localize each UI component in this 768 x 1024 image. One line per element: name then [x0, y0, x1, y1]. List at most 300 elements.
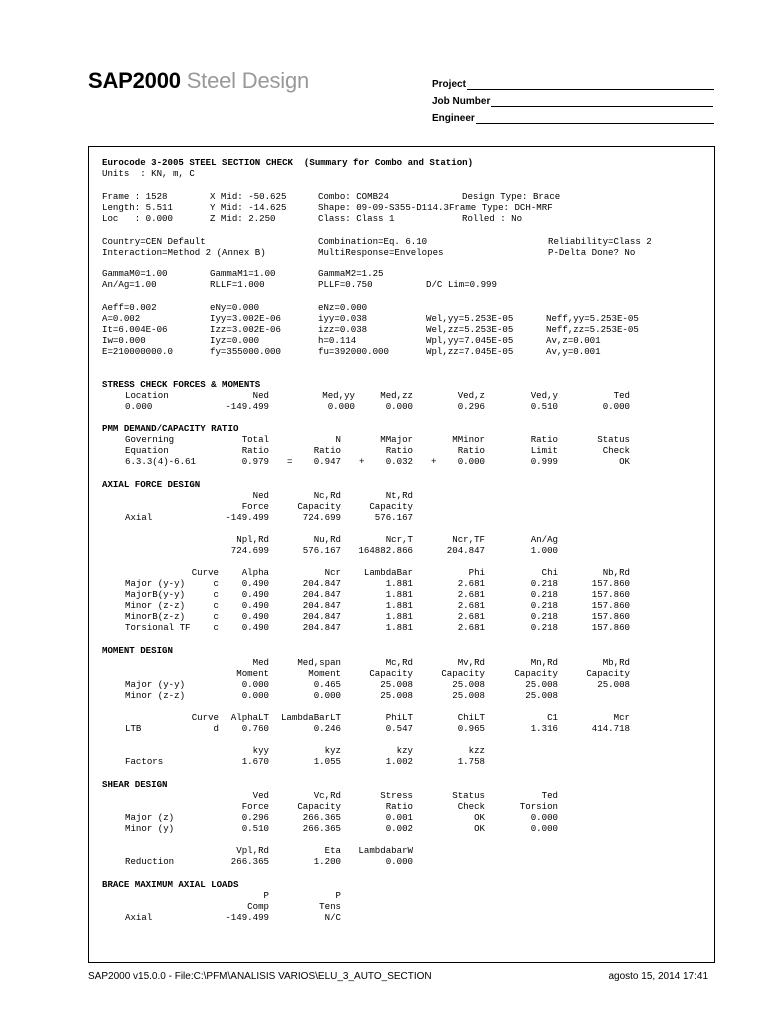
report-cell: Rolled : No	[462, 213, 523, 224]
footer-file-info: SAP2000 v15.0.0 - File:C:\PFM\ANALISIS VARIOS\ELU_3_AUTO_SECTION	[88, 971, 432, 982]
report-cell: iyy=0.038	[318, 313, 368, 324]
report-row	[89, 302, 714, 314]
report-cell: 164882.866	[358, 545, 413, 556]
report-cell: Ncr	[324, 567, 341, 578]
report-cell: 0.218	[530, 622, 558, 633]
report-cell: MinorB(z-z)	[125, 611, 186, 622]
report-cell: Ved	[252, 790, 269, 801]
report-cell: Ratio	[530, 434, 558, 445]
report-cell: izz=0.038	[318, 324, 368, 335]
report-subtitle: Steel Design	[186, 68, 310, 93]
report-cell: Ncr,TF	[452, 534, 485, 545]
report-cell: 1.200	[313, 856, 341, 867]
report-cell: Major (z)	[125, 812, 175, 823]
report-cell: Ratio	[385, 801, 413, 812]
report-row	[89, 845, 714, 857]
report-cell: Wpl,zz=7.045E-05	[426, 346, 514, 357]
report-cell: c	[213, 611, 219, 622]
report-cell: GammaM1=1.00	[210, 268, 276, 279]
report-cell: Ned	[252, 490, 269, 501]
report-cell: Interaction=Method 2 (Annex B)	[102, 247, 266, 258]
engineer-label: Engineer	[432, 113, 475, 124]
report-cell: 724.699	[302, 512, 341, 523]
report-cell: Frame : 1528	[102, 191, 168, 202]
report-cell: 576.167	[374, 512, 413, 523]
report-cell: 1.881	[385, 611, 413, 622]
section-heading: SHEAR DESIGN	[102, 779, 168, 790]
project-label: Project	[432, 79, 466, 90]
report-cell: 25.008	[380, 690, 413, 701]
report-cell: 0.002	[385, 823, 413, 834]
report-cell: 0.490	[241, 600, 269, 611]
report-row	[89, 279, 714, 291]
report-cell: PLLF=0.750	[318, 279, 373, 290]
report-cell: 0.000	[313, 690, 341, 701]
report-cell: 0.760	[241, 723, 269, 734]
report-cell: eNy=0.000	[210, 302, 260, 313]
report-cell: 0.000	[241, 690, 269, 701]
section-heading: STRESS CHECK FORCES & MOMENTS	[102, 379, 261, 390]
report-row	[89, 157, 714, 169]
report-cell: Major (y-y)	[125, 679, 186, 690]
report-row	[89, 247, 714, 259]
report-cell: 414.718	[591, 723, 630, 734]
report-cell: 204.847	[302, 589, 341, 600]
report-cell: 0.000	[241, 679, 269, 690]
report-row	[89, 236, 714, 248]
report-cell: 0.000	[530, 812, 558, 823]
report-cell: c	[213, 600, 219, 611]
report-cell: 0.999	[530, 456, 558, 467]
report-row	[89, 379, 714, 391]
report-cell: Vpl,Rd	[236, 845, 269, 856]
report-cell: 2.681	[457, 611, 485, 622]
report-cell: Iw=0.000	[102, 335, 146, 346]
report-row	[89, 589, 714, 601]
report-row	[89, 501, 714, 513]
report-cell: 266.365	[302, 812, 341, 823]
report-cell: Nt,Rd	[385, 490, 413, 501]
report-cell: Aeff=0.002	[102, 302, 157, 313]
report-cell: 25.008	[525, 690, 558, 701]
report-cell: 0.218	[530, 578, 558, 589]
report-cell: -149.499	[225, 401, 269, 412]
report-row	[89, 657, 714, 669]
report-cell: 0.000	[125, 401, 153, 412]
report-cell: Capacity	[441, 668, 485, 679]
report-cell: 157.860	[591, 622, 630, 633]
report-row	[89, 445, 714, 457]
report-cell: Loc : 0.000	[102, 213, 173, 224]
report-cell: Av,z=0.001	[546, 335, 601, 346]
report-row	[89, 679, 714, 691]
report-cell: Med,span	[297, 657, 341, 668]
report-cell: 0.490	[241, 589, 269, 600]
report-cell: 204.847	[302, 600, 341, 611]
report-cell: Force	[241, 501, 269, 512]
report-cell: Units : KN, m, C	[102, 168, 195, 179]
report-cell: Factors	[125, 756, 164, 767]
report-row	[89, 168, 714, 180]
report-cell: =	[287, 456, 293, 467]
report-cell: 0.001	[385, 812, 413, 823]
report-cell: Eta	[324, 845, 341, 856]
report-cell: 204.847	[302, 611, 341, 622]
report-cell: Ned	[252, 390, 269, 401]
report-cell: 2.681	[457, 600, 485, 611]
report-cell: Z Mid: 2.250	[210, 213, 276, 224]
report-cell: Av,y=0.001	[546, 346, 601, 357]
report-cell: Check	[602, 445, 630, 456]
report-row	[89, 545, 714, 557]
report-cell: Check	[457, 801, 485, 812]
report-cell: 6.3.3(4)-6.61	[125, 456, 196, 467]
report-cell: Mv,Rd	[457, 657, 485, 668]
report-row	[89, 390, 714, 402]
report-cell: Total	[241, 434, 269, 445]
report-cell: X Mid: -50.625	[210, 191, 287, 202]
report-row	[89, 213, 714, 225]
report-row	[89, 756, 714, 768]
section-heading: PMM DEMAND/CAPACITY RATIO	[102, 423, 239, 434]
section-heading: AXIAL FORCE DESIGN	[102, 479, 201, 490]
report-cell: 0.000	[385, 856, 413, 867]
report-cell: Med,yy	[322, 390, 355, 401]
report-cell: Minor (z-z)	[125, 600, 186, 611]
report-cell: Torsional TF	[125, 622, 191, 633]
report-cell: Ncr,T	[385, 534, 413, 545]
report-cell: A=0.002	[102, 313, 141, 324]
report-row	[89, 479, 714, 491]
report-row	[89, 712, 714, 724]
report-cell: 1.000	[530, 545, 558, 556]
report-cell: Ratio	[457, 445, 485, 456]
job-number-value	[491, 96, 713, 107]
report-cell: 25.008	[597, 679, 630, 690]
report-cell: Capacity	[297, 501, 341, 512]
report-row	[89, 268, 714, 280]
report-cell: kzz	[468, 745, 485, 756]
report-cell: eNz=0.000	[318, 302, 368, 313]
report-cell: 157.860	[591, 589, 630, 600]
report-cell: Capacity	[369, 668, 413, 679]
report-cell: Combination=Eq. 6.10	[318, 236, 428, 247]
report-cell: 25.008	[380, 679, 413, 690]
report-cell: Capacity	[297, 801, 341, 812]
report-row	[89, 578, 714, 590]
report-cell: ChiLT	[457, 712, 485, 723]
report-cell: Torsion	[519, 801, 558, 812]
section-heading: BRACE MAXIMUM AXIAL LOADS	[102, 879, 239, 890]
report-row	[89, 823, 714, 835]
report-row	[89, 423, 714, 435]
report-cell: 2.681	[457, 622, 485, 633]
report-cell: 0.000	[327, 401, 355, 412]
report-cell: Combo: COMB24	[318, 191, 389, 202]
report-cell: LambdabarW	[358, 845, 413, 856]
app-name: SAP2000	[88, 68, 181, 93]
engineer-value	[476, 113, 714, 124]
report-row	[89, 912, 714, 924]
report-cell: Axial	[125, 912, 153, 923]
report-cell: 0.465	[313, 679, 341, 690]
report-row	[89, 779, 714, 791]
report-cell: Reliability=Class 2	[548, 236, 652, 247]
report-cell: P-Delta Done? No	[548, 247, 636, 258]
report-cell: Curve	[191, 712, 219, 723]
report-row	[89, 790, 714, 802]
report-cell: OK	[474, 812, 485, 823]
report-cell: Major (y-y)	[125, 578, 186, 589]
report-cell: Mcr	[613, 712, 630, 723]
report-cell: An/Ag	[530, 534, 558, 545]
report-cell: N	[335, 434, 341, 445]
report-cell: Country=CEN Default	[102, 236, 206, 247]
report-cell: kyy	[252, 745, 269, 756]
report-cell: 1.881	[385, 578, 413, 589]
report-cell: 157.860	[591, 600, 630, 611]
report-cell: Ratio	[385, 445, 413, 456]
report-cell: MajorB(y-y)	[125, 589, 186, 600]
report-cell: Wel,zz=5.253E-05	[426, 324, 514, 335]
report-cell: fu=392000.000	[318, 346, 389, 357]
report-cell: An/Ag=1.00	[102, 279, 157, 290]
report-cell: 0.246	[313, 723, 341, 734]
engineer-field	[432, 113, 714, 124]
report-cell: E=210000000.0	[102, 346, 173, 357]
report-cell: GammaM0=1.00	[102, 268, 168, 279]
report-cell: +	[359, 456, 365, 467]
report-cell: Phi	[468, 567, 485, 578]
report-cell: 0.490	[241, 578, 269, 589]
report-cell: Alpha	[241, 567, 269, 578]
report-cell: PhiLT	[385, 712, 413, 723]
report-cell: Tens	[319, 901, 341, 912]
report-cell: kzy	[396, 745, 413, 756]
report-row	[89, 346, 714, 358]
report-cell: AlphaLT	[230, 712, 269, 723]
report-cell: 0.218	[530, 600, 558, 611]
report-cell: 266.365	[302, 823, 341, 834]
report-row	[89, 690, 714, 702]
report-cell: 204.847	[446, 545, 485, 556]
report-cell: 157.860	[591, 578, 630, 589]
report-body	[89, 147, 714, 962]
report-cell: Mb,Rd	[602, 657, 630, 668]
report-cell: RLLF=1.000	[210, 279, 265, 290]
report-cell: Izz=3.002E-06	[210, 324, 281, 335]
report-cell: Ved,y	[530, 390, 558, 401]
report-cell: 1.055	[313, 756, 341, 767]
report-cell: 724.699	[230, 545, 269, 556]
report-cell: +	[431, 456, 437, 467]
report-cell: 576.167	[302, 545, 341, 556]
report-cell: P	[263, 890, 269, 901]
report-cell: 1.316	[530, 723, 558, 734]
report-cell: Iyz=0.000	[210, 335, 260, 346]
report-cell: 0.947	[313, 456, 341, 467]
report-row	[89, 434, 714, 446]
report-cell: 204.847	[302, 622, 341, 633]
report-cell: Chi	[541, 567, 558, 578]
report-cell: 2.681	[457, 578, 485, 589]
report-cell: 1.670	[241, 756, 269, 767]
report-row	[89, 534, 714, 546]
report-row	[89, 512, 714, 524]
report-row	[89, 202, 714, 214]
report-cell: Npl,Rd	[236, 534, 269, 545]
section-heading: MOMENT DESIGN	[102, 645, 173, 656]
report-cell: h=0.114	[318, 335, 357, 346]
report-cell: -149.499	[225, 512, 269, 523]
report-cell: 0.000	[385, 401, 413, 412]
report-row	[89, 600, 714, 612]
report-cell: Capacity	[369, 501, 413, 512]
report-cell: 266.365	[230, 856, 269, 867]
report-cell: Length: 5.511	[102, 202, 173, 213]
report-frame	[88, 146, 715, 963]
report-row	[89, 401, 714, 413]
report-cell: MMinor	[452, 434, 485, 445]
report-cell: Class: Class 1	[318, 213, 395, 224]
report-cell: Nb,Rd	[602, 567, 630, 578]
report-cell: Equation	[125, 445, 169, 456]
report-cell: LambdaBar	[363, 567, 413, 578]
report-cell: Governing	[125, 434, 175, 445]
report-cell: Neff,yy=5.253E-05	[546, 313, 639, 324]
report-cell: C1	[547, 712, 558, 723]
report-cell: 0.296	[457, 401, 485, 412]
report-cell: 2.681	[457, 589, 485, 600]
report-row	[89, 645, 714, 657]
report-cell: 1.758	[457, 756, 485, 767]
report-cell: Status	[597, 434, 630, 445]
report-cell: kyz	[324, 745, 341, 756]
report-cell: 0.490	[241, 611, 269, 622]
report-row	[89, 622, 714, 634]
report-cell: 0.510	[241, 823, 269, 834]
report-cell: d	[213, 723, 219, 734]
report-cell: Shape: 09-09-S355-D114.3Frame Type: DCH-MRF	[318, 202, 553, 213]
report-cell: It=6.004E-06	[102, 324, 168, 335]
report-cell: 0.547	[385, 723, 413, 734]
report-cell: LambdaBarLT	[280, 712, 341, 723]
report-cell: Wel,yy=5.253E-05	[426, 313, 514, 324]
section-heading: Eurocode 3-2005 STEEL SECTION CHECK (Summary for Combo and Station)	[102, 157, 474, 168]
report-cell: Limit	[530, 445, 558, 456]
report-cell: Curve	[191, 567, 219, 578]
report-cell: OK	[619, 456, 630, 467]
report-cell: 25.008	[452, 679, 485, 690]
report-cell: Force	[241, 801, 269, 812]
report-cell: MMajor	[380, 434, 413, 445]
report-cell: Moment	[236, 668, 269, 679]
report-cell: Moment	[308, 668, 341, 679]
report-row	[89, 324, 714, 336]
report-cell: 25.008	[525, 679, 558, 690]
report-cell: Neff,zz=5.253E-05	[546, 324, 639, 335]
report-cell: Reduction	[125, 856, 175, 867]
report-cell: Location	[125, 390, 169, 401]
report-cell: 157.860	[591, 611, 630, 622]
report-cell: c	[213, 578, 219, 589]
report-cell: OK	[474, 823, 485, 834]
report-row	[89, 856, 714, 868]
report-row	[89, 456, 714, 468]
report-cell: Y Mid: -14.625	[210, 202, 287, 213]
report-cell: N/C	[324, 912, 341, 923]
report-row	[89, 723, 714, 735]
report-cell: Wpl,yy=7.045E-05	[426, 335, 514, 346]
report-row	[89, 490, 714, 502]
report-row	[89, 801, 714, 813]
report-cell: Ved,z	[457, 390, 485, 401]
report-cell: Axial	[125, 512, 153, 523]
report-row	[89, 191, 714, 203]
report-cell: 1.881	[385, 600, 413, 611]
report-cell: Med,zz	[380, 390, 413, 401]
report-cell: fy=355000.000	[210, 346, 281, 357]
report-cell: GammaM2=1.25	[318, 268, 384, 279]
report-cell: Minor (z-z)	[125, 690, 186, 701]
report-cell: Mn,Rd	[530, 657, 558, 668]
report-cell: 0.490	[241, 622, 269, 633]
report-cell: Design Type: Brace	[462, 191, 561, 202]
report-cell: Status	[452, 790, 485, 801]
report-row	[89, 668, 714, 680]
report-cell: D/C Lim=0.999	[426, 279, 497, 290]
report-cell: Ratio	[313, 445, 341, 456]
report-cell: 0.979	[241, 456, 269, 467]
report-cell: 0.000	[602, 401, 630, 412]
report-cell: MultiResponse=Envelopes	[318, 247, 444, 258]
report-cell: 0.218	[530, 611, 558, 622]
report-row	[89, 567, 714, 579]
report-cell: 1.881	[385, 622, 413, 633]
report-row	[89, 890, 714, 902]
report-cell: 0.032	[385, 456, 413, 467]
report-row	[89, 879, 714, 891]
project-value	[467, 79, 714, 90]
report-cell: P	[335, 890, 341, 901]
report-cell: c	[213, 622, 219, 633]
report-cell: Capacity	[514, 668, 558, 679]
report-cell: LTB	[125, 723, 142, 734]
report-cell: 0.510	[530, 401, 558, 412]
report-cell: Minor (y)	[125, 823, 175, 834]
report-cell: 0.965	[457, 723, 485, 734]
report-title	[88, 68, 309, 94]
report-cell: Nc,Rd	[313, 490, 341, 501]
report-cell: 0.296	[241, 812, 269, 823]
report-cell: 1.002	[385, 756, 413, 767]
report-cell: 1.881	[385, 589, 413, 600]
report-cell: Vc,Rd	[313, 790, 341, 801]
report-cell: Mc,Rd	[385, 657, 413, 668]
report-cell: c	[213, 589, 219, 600]
job-number-label: Job Number	[432, 96, 491, 107]
report-cell: 25.008	[452, 690, 485, 701]
report-cell: -149.499	[225, 912, 269, 923]
project-field	[432, 79, 714, 90]
report-row	[89, 745, 714, 757]
report-cell: 0.000	[530, 823, 558, 834]
report-cell: Comp	[247, 901, 269, 912]
report-row	[89, 335, 714, 347]
report-cell: Nu,Rd	[313, 534, 341, 545]
report-cell: Ted	[613, 390, 630, 401]
footer-timestamp: agosto 15, 2014 17:41	[608, 971, 708, 982]
